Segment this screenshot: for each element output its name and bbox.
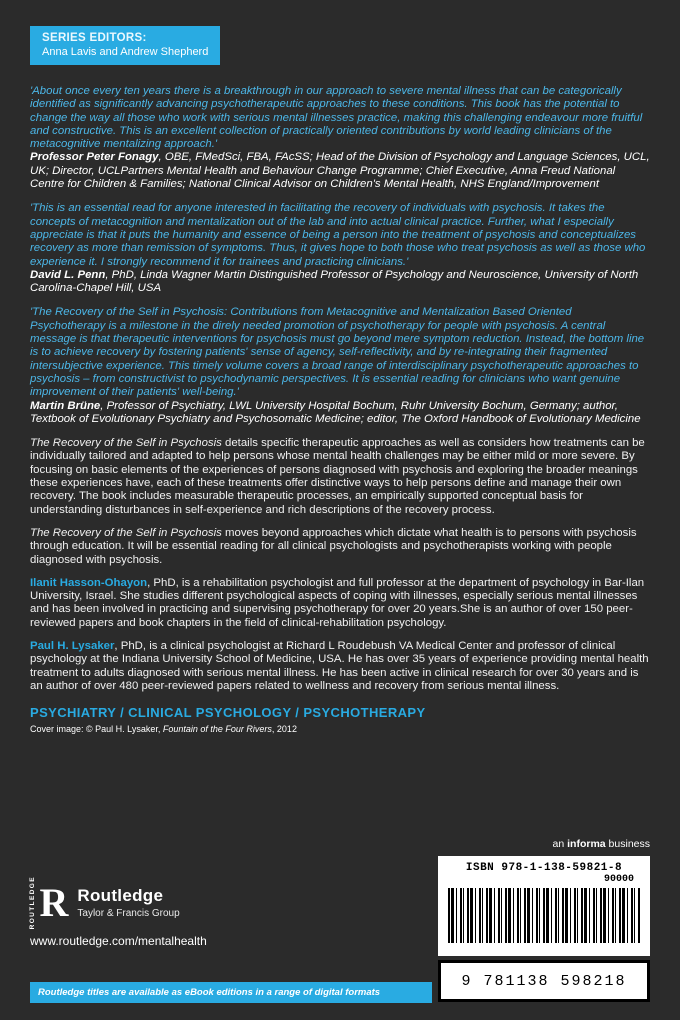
publisher-logo — [30, 876, 180, 929]
endorsement-brune — [30, 306, 650, 426]
informa-prefix: an — [552, 838, 568, 850]
credit-prefix: Cover image: © Paul H. Lysaker, — [30, 724, 163, 735]
endorsement-attribution — [30, 400, 650, 427]
description-text: details specific therapeutic approaches as well as considers how treatments can be individually tailored and adapted to help persons whose mental health challenges may be either mild or more severe. By focusing on basic elements of the experiences of persons diagnosed with psychosis and exploring the broader meanings these experiences have, each of these treatments offer distinctive ways to help persons define and manage their own recovery. The book includes measurable therapeutic processes, an empirically supported conceptual basis for understanding disturbances in self-experience and rich descriptions of the recovery process. — [30, 437, 645, 516]
endorsement-quote: 'About once every ten years there is a breakthrough in our approach to severe mental illness that can be categorically identified as significantly advancing psychotherapeutic approaches to these conditions. This book has the potential to change the way all those who work with serious mental illnesses practice, making this challenging endeavour more fruitful and constructive. This is an excellent collection of practically oriented contributions by world leading clinicians of the metacognitive mentalizing approach.' — [30, 85, 643, 151]
author-name: Ilanit Hasson-Ohayon — [30, 576, 148, 589]
ean-number: 9 781138 598218 — [461, 972, 627, 990]
cover-image-credit — [30, 724, 650, 734]
endorsement-attribution — [30, 151, 650, 191]
endorsement-quote: 'This is an essential read for anyone interested in facilitating the recovery of individuals with psychosis. It takes the concepts of metacognition and mentalization out of the lab and into actual clinical practice. Further, what I especially appreciate is that it puts the humanity and essence of being a person into the treatment of psychosis and conceptualizes recovery as more than remission of symptoms. Thus, it gives hope to both those who treat psychosis as well as those who experience it. I strongly recommend it for trainees and practicing clinicians.' — [30, 202, 646, 268]
routledge-logo-icon — [30, 876, 68, 929]
publisher-wordmark — [77, 886, 179, 919]
isbn-number: ISBN 978-1-138-59821-8 — [465, 862, 623, 874]
description-text: moves beyond approaches which dictate what health is to persons with psychosis through education. It will be essential reading for all clinical psychologists and psychotherapists working with people diagnosed with psychosis. — [30, 526, 637, 566]
informa-logo: informa — [567, 838, 606, 850]
endorser-credentials: , Professor of Psychiatry, LWL University Hospital Bochum, Ruhr University Bochum, Germany; author, Textbook of Evolutionary Psychiatry and Psychosomatic Medicine; editor, The Oxford Handbook of Evolutionary Medicine — [30, 399, 641, 425]
informa-suffix: business — [605, 838, 650, 850]
informa-business-mark — [553, 838, 650, 850]
barcode-bars-icon — [448, 888, 640, 943]
barcode-panel — [438, 856, 650, 956]
subject-category-line: PSYCHIATRY / CLINICAL PSYCHOLOGY / PSYCHOTHERAPY — [30, 705, 426, 721]
author-bio-lysaker — [30, 640, 650, 693]
publisher-website: www.routledge.com/mentalhealth — [30, 934, 207, 948]
publisher-group: Taylor & Francis Group — [77, 908, 180, 920]
routledge-vertical-text: ROUTLEDGE — [29, 876, 36, 930]
endorser-name: Martin Brüne — [30, 399, 101, 412]
isbn-price-addon: 90000 — [603, 874, 634, 885]
publisher-name: Routledge — [77, 886, 164, 906]
credit-suffix: , 2012 — [271, 724, 297, 735]
book-title: The Recovery of the Self in Psychosis — [30, 526, 222, 539]
book-description-paragraph — [30, 437, 650, 517]
ean-number-box — [438, 960, 650, 1002]
book-title: The Recovery of the Self in Psychosis — [30, 437, 222, 450]
author-bio-text: , PhD, is a clinical psychologist at Richard L Roudebush VA Medical Center and professor of clinical psychology at the Indiana University School of Medicine, USA. He has over 35 years of experience providing mental health treatment to adults diagnosed with serious mental illness. He has been active in clinical research for over 30 years and is an author of over 480 peer-reviewed papers related to wellness and recovery from serious mental illness. — [30, 639, 649, 692]
endorsement-attribution — [30, 269, 650, 296]
endorser-name: Professor Peter Fonagy — [30, 151, 159, 164]
endorser-credentials: , OBE, FMedSci, FBA, FAcSS; Head of the Division of Psychology and Language Sciences, UCL, UK; Director, UCLPartners Mental Health and Behaviour Change Programme; Chief Executive, Anna Freud National Centre for Children & Families; National Clinical Advisor on Children's Mental Health, NHS England/Improvement — [30, 151, 650, 191]
author-name: Paul H. Lysaker — [30, 639, 115, 652]
ebook-availability-strip: Routledge titles are available as eBook editions in a range of digital formats — [30, 982, 432, 1003]
series-editors-label: SERIES EDITORS: — [42, 32, 147, 44]
series-editors-box — [30, 26, 220, 65]
endorser-credentials: , PhD, Linda Wagner Martin Distinguished Professor of Psychology and Neuroscience, University of North Carolina-Chapel Hill, USA — [30, 268, 639, 295]
author-bio-text: , PhD, is a rehabilitation psychologist and full professor at the department of psychology in Bar-Ilan University, Israel. She studies different psychological aspects of coping with illnesses, especially serious mental illnesses and has been involved in practicing and supervising psychotherapy for over 20 years.She is an author of over 150 peer-reviewed papers and book chapters in the field of clinical-rehabilitation psychology. — [30, 576, 645, 629]
endorser-name: David L. Penn — [30, 268, 106, 281]
routledge-r-icon: R — [39, 879, 69, 925]
endorsement-fonagy — [30, 85, 650, 191]
credit-artwork-title: Fountain of the Four Rivers — [162, 724, 272, 735]
book-description-paragraph — [30, 527, 650, 567]
endorsement-penn — [30, 202, 650, 295]
series-editors-names: Anna Lavis and Andrew Shepherd — [42, 46, 209, 58]
author-bio-hasson-ohayon — [30, 577, 650, 630]
endorsement-quote: 'The Recovery of the Self in Psychosis: Contributions from Metacognitive and Mentalization Based Oriented Psychotherapy is a milestone in the direly needed promotion of psychotherapy for people with psychosis. A central message is that therapeutic interventions for psychosis must go beyond mere symptom reduction. Instead, the bottom line is to achieve recovery by fostering patients' sense of agency, self-reflectivity, and by re-integrating their fragmented intersubjective experience. This timely volume covers a broad range of interdisciplinary psychotherapeutic approaches to psychosis – from constructivist to psychodynamic perspectives. It is essential reading for clinicians who want genuine improvement of their patients' well-being.' — [30, 306, 645, 399]
